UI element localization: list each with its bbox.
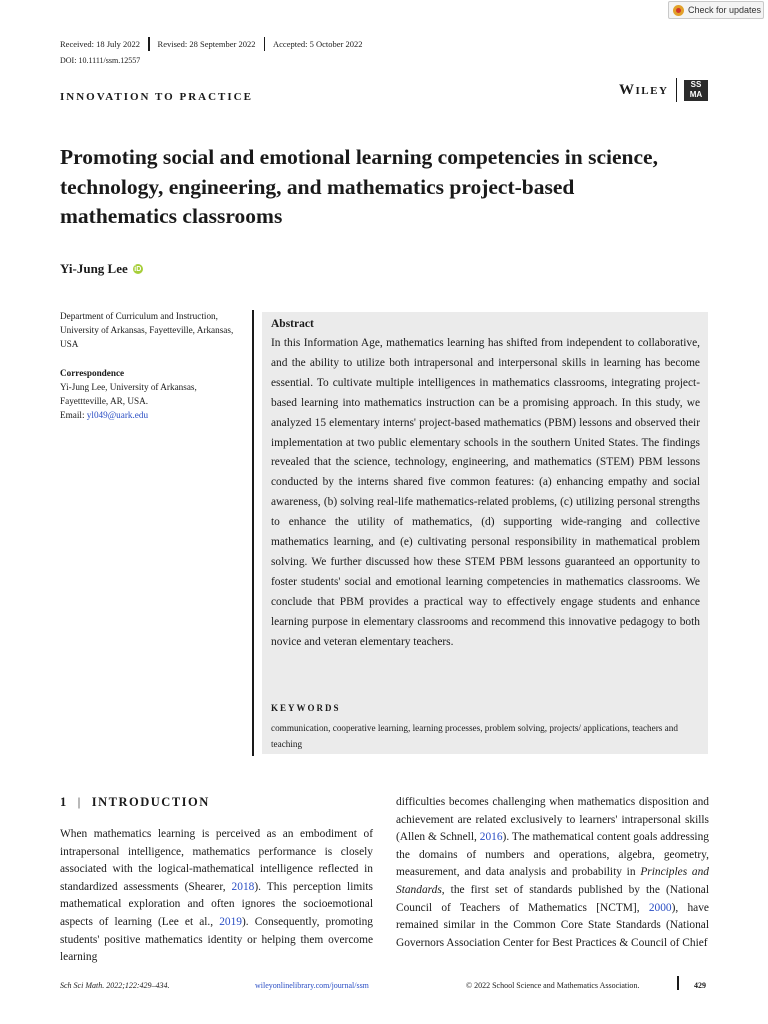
- doi: DOI: 10.1111/ssm.12557: [60, 56, 141, 65]
- check-for-updates-label: Check for updates: [688, 5, 762, 15]
- section-number: 1: [60, 795, 68, 809]
- citation-link[interactable]: 2019: [219, 915, 242, 928]
- body-text: ). The mathematical content goals addressing the domains of numbers and operations, algebra, geometry, measurement, and data analysis and probability in: [396, 831, 709, 879]
- body-text: When mathematics learning is perceived as an embodiment of intrapersonal intelligence, mathematics performance is closely associated with the logical-mathematical intelligence reflected in standardized assessments (Shearer,: [60, 828, 373, 893]
- keywords-heading: KEYWORDS: [271, 703, 341, 713]
- footer-citation: Sch Sci Math. 2022;122:429–434.: [60, 981, 170, 990]
- section-heading: [60, 795, 210, 810]
- received-date: Received: 18 July 2022: [60, 39, 141, 49]
- revised-date: Revised: 28 September 2022: [157, 39, 256, 49]
- citation-link[interactable]: 2018: [231, 880, 255, 893]
- author-name: Yi-Jung Lee: [60, 261, 128, 276]
- journal-logo-top: SS: [690, 80, 702, 89]
- article-title: Promoting social and emotional learning competencies in science, technology, engineering, and mathematics project-based mathematics classrooms: [60, 145, 658, 228]
- body-text: ). This perception limits mathematical exploration and often ignores the socioemotional aspects of learning (Lee et al.,: [60, 880, 373, 928]
- date-separator: [148, 37, 150, 51]
- keywords-list: communication, cooperative learning, learning processes, problem solving, projects/ applications, teachers and teaching: [271, 723, 678, 749]
- affiliation: Department of Curriculum and Instruction, University of Arkansas, Fayetteville, Arkansas, USA: [60, 311, 234, 349]
- footer-divider: [677, 976, 679, 990]
- crossmark-icon: [673, 5, 684, 16]
- publisher-logo: Wiley: [619, 82, 669, 98]
- orcid-icon[interactable]: iD: [134, 265, 142, 273]
- footer-copyright: © 2022 School Science and Mathematics Association.: [466, 981, 640, 990]
- body-column-right: [396, 794, 709, 952]
- email-label: Email:: [60, 410, 87, 420]
- body-text: difficulties becomes challenging when mathematics disposition and achievement are related exclusively to learners' intrapersonal skills (Allen & Schnell,: [396, 796, 709, 844]
- citation-link[interactable]: 2016: [479, 831, 503, 844]
- correspondence-address: Yi-Jung Lee, University of Arkansas, Fayettteville, AR, USA.: [60, 382, 197, 406]
- book-title: Principles and Standards: [396, 866, 709, 896]
- footer-journal-link[interactable]: wileyonlinelibrary.com/journal/ssm: [255, 981, 369, 990]
- abstract-rule: [252, 310, 254, 756]
- journal-logo: [684, 80, 708, 101]
- author-line: [60, 261, 143, 277]
- body-text: ), have remained similar in the Common Core State Standards (National Governors Association Center for Best Practices & Council of Chief: [396, 901, 709, 949]
- section-divider: |: [77, 795, 82, 809]
- journal-logo-bottom: MA: [689, 90, 703, 99]
- article-dates: [60, 37, 362, 51]
- body-text: ). Consequently, promoting students' positive mathematics identity or helping them overcome learning: [60, 915, 373, 964]
- body-column-left: [60, 826, 373, 967]
- page-footer: [60, 979, 708, 993]
- accepted-date: Accepted: 5 October 2022: [273, 39, 363, 49]
- body-text: , the first set of standards published by the (National Council of Teachers of Mathematics [NCTM],: [396, 883, 709, 914]
- abstract-heading: Abstract: [271, 318, 314, 330]
- correspondence-details: [60, 380, 240, 422]
- email-link[interactable]: yl049@uark.edu: [86, 410, 149, 420]
- section-label: INNOVATION TO PRACTICE: [60, 91, 253, 103]
- citation-link[interactable]: 2000: [648, 901, 672, 914]
- check-for-updates-button[interactable]: [668, 1, 764, 19]
- section-title: INTRODUCTION: [91, 795, 210, 809]
- correspondence-heading: Correspondence: [60, 368, 125, 378]
- date-separator: [264, 37, 266, 51]
- page-number: 429: [694, 981, 706, 990]
- logo-divider: [676, 78, 677, 102]
- abstract-text: In this Information Age, mathematics learning has shifted from independent to collaborative, and the ability to utilize both intrapersonal and interpersonal skills in learning has become essential. To cultivate multiple intelligences in mathematics classrooms, integrating project-based learning into mathematics instruction can be a promising approach. In this study, we analyzed 15 elementary interns' project-based mathematics (PBM) lessons and observed their implementation at two public elementary schools in the southern United States. The findings revealed that the science, technology, engineering, and mathematics (STEM) PBM lessons conducted by the interns shared five common features: (a) enhancing empathy and social awareness, (b) solving real-life mathematics-related problems, (c) utilizing personal strengths to enhance the utility of mathematics, (d) supporting wide-ranging and collective mathematics learning, and (e) cultivating personal responsibility in mathematical problem solving. We further discussed how these STEM PBM lessons guaranteed an opportunity to foster students' social and emotional learning competencies in mathematics classrooms. We conclude that PBM provides a practical way to effectively engage students and enhance learning purpose in elementary classrooms and recommend this innovative pedagogy to both novice and veteran elementary teachers.: [271, 337, 700, 648]
